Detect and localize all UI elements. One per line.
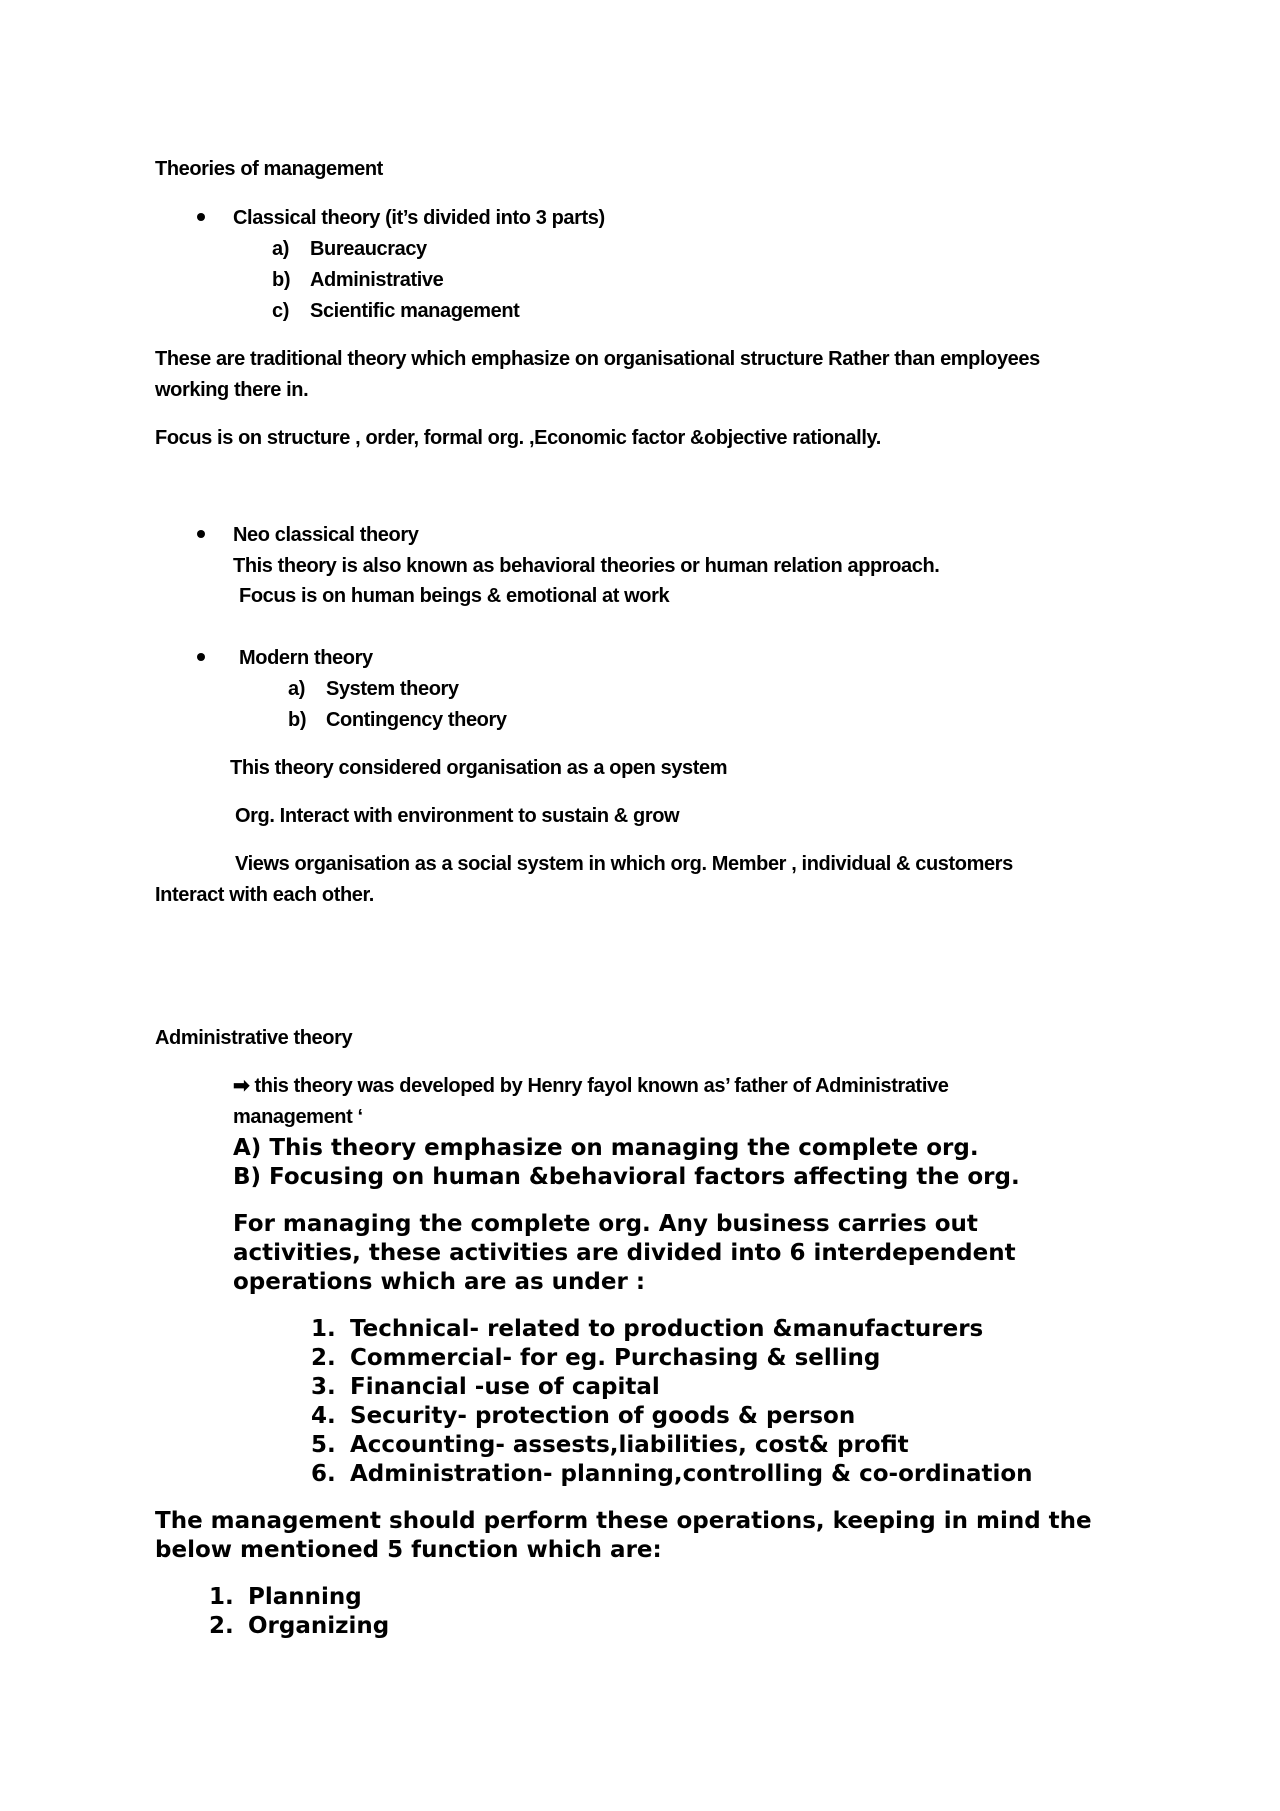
operation-number: 5. xyxy=(311,1432,336,1458)
classical-part-marker: b) xyxy=(272,269,291,291)
modern-paragraph: Views organisation as a social system in which org. Member , individual & customers xyxy=(235,853,1013,875)
modern-paragraph: Org. Interact with environment to sustain & grow xyxy=(235,805,680,827)
bullet-icon xyxy=(197,653,205,661)
function-text: Organizing xyxy=(248,1613,390,1639)
function-text: Planning xyxy=(248,1584,362,1610)
admin-developed-line xyxy=(233,1071,948,1102)
classical-part-text: Scientific management xyxy=(310,300,520,322)
admin-paragraph: activities, these activities are divided into 6 interdependent xyxy=(233,1240,1016,1266)
admin-developed-text: this theory was developed by Henry fayol known as’ father of Administrative xyxy=(254,1075,949,1097)
operation-number: 3. xyxy=(311,1374,336,1400)
admin-paragraph: For managing the complete org. Any business carries out xyxy=(233,1211,978,1237)
document-title: Theories of management xyxy=(155,158,383,180)
operation-number: 2. xyxy=(311,1345,336,1371)
operation-number: 6. xyxy=(311,1461,336,1487)
operation-text: Financial -use of capital xyxy=(350,1374,660,1400)
bullet-icon xyxy=(197,530,205,538)
classical-paragraph: working there in. xyxy=(155,379,309,401)
classical-focus: Focus is on structure , order, formal org. ,Economic factor &objective rationally. xyxy=(155,427,881,449)
management-paragraph: below mentioned 5 function which are: xyxy=(155,1537,662,1563)
operation-text: Accounting- assests,liabilities, cost& profit xyxy=(350,1432,909,1458)
admin-heading: Administrative theory xyxy=(155,1027,353,1049)
classical-part-text: Administrative xyxy=(310,269,444,291)
classical-part-marker: c) xyxy=(272,300,289,322)
operation-number: 4. xyxy=(311,1403,336,1429)
classical-paragraph: These are traditional theory which emphasize on organisational structure Rather than employees xyxy=(155,348,1040,370)
admin-developed-text: management ‘ xyxy=(233,1106,363,1128)
classical-part-marker: a) xyxy=(272,238,289,260)
admin-paragraph: operations which are as under : xyxy=(233,1269,646,1295)
modern-heading: Modern theory xyxy=(239,647,373,669)
arrow-right-icon: ➡ xyxy=(233,1075,250,1097)
operation-text: Security- protection of goods & person xyxy=(350,1403,856,1429)
admin-point-a: A) This theory emphasize on managing the complete org. xyxy=(233,1135,979,1161)
bullet-icon xyxy=(197,213,205,221)
function-number: 2. xyxy=(209,1613,234,1639)
operation-text: Commercial- for eg. Purchasing & selling xyxy=(350,1345,881,1371)
neo-heading: Neo classical theory xyxy=(233,524,419,546)
neo-description: This theory is also known as behavioral theories or human relation approach. xyxy=(233,555,940,577)
management-paragraph: The management should perform these operations, keeping in mind the xyxy=(155,1508,1092,1534)
operation-text: Administration- planning,controlling & co-ordination xyxy=(350,1461,1033,1487)
modern-part-text: System theory xyxy=(326,678,459,700)
modern-paragraph: This theory considered organisation as a open system xyxy=(230,757,728,779)
neo-focus: Focus is on human beings & emotional at work xyxy=(239,585,670,607)
admin-point-b: B) Focusing on human &behavioral factors affecting the org. xyxy=(233,1164,1020,1190)
modern-paragraph: Interact with each other. xyxy=(155,884,374,906)
modern-part-marker: b) xyxy=(288,709,307,731)
operation-number: 1. xyxy=(311,1316,336,1342)
classical-heading: Classical theory (it’s divided into 3 parts) xyxy=(233,207,605,229)
function-number: 1. xyxy=(209,1584,234,1610)
operation-text: Technical- related to production &manufacturers xyxy=(350,1316,984,1342)
modern-part-marker: a) xyxy=(288,678,305,700)
classical-part-text: Bureaucracy xyxy=(310,238,427,260)
modern-part-text: Contingency theory xyxy=(326,709,507,731)
